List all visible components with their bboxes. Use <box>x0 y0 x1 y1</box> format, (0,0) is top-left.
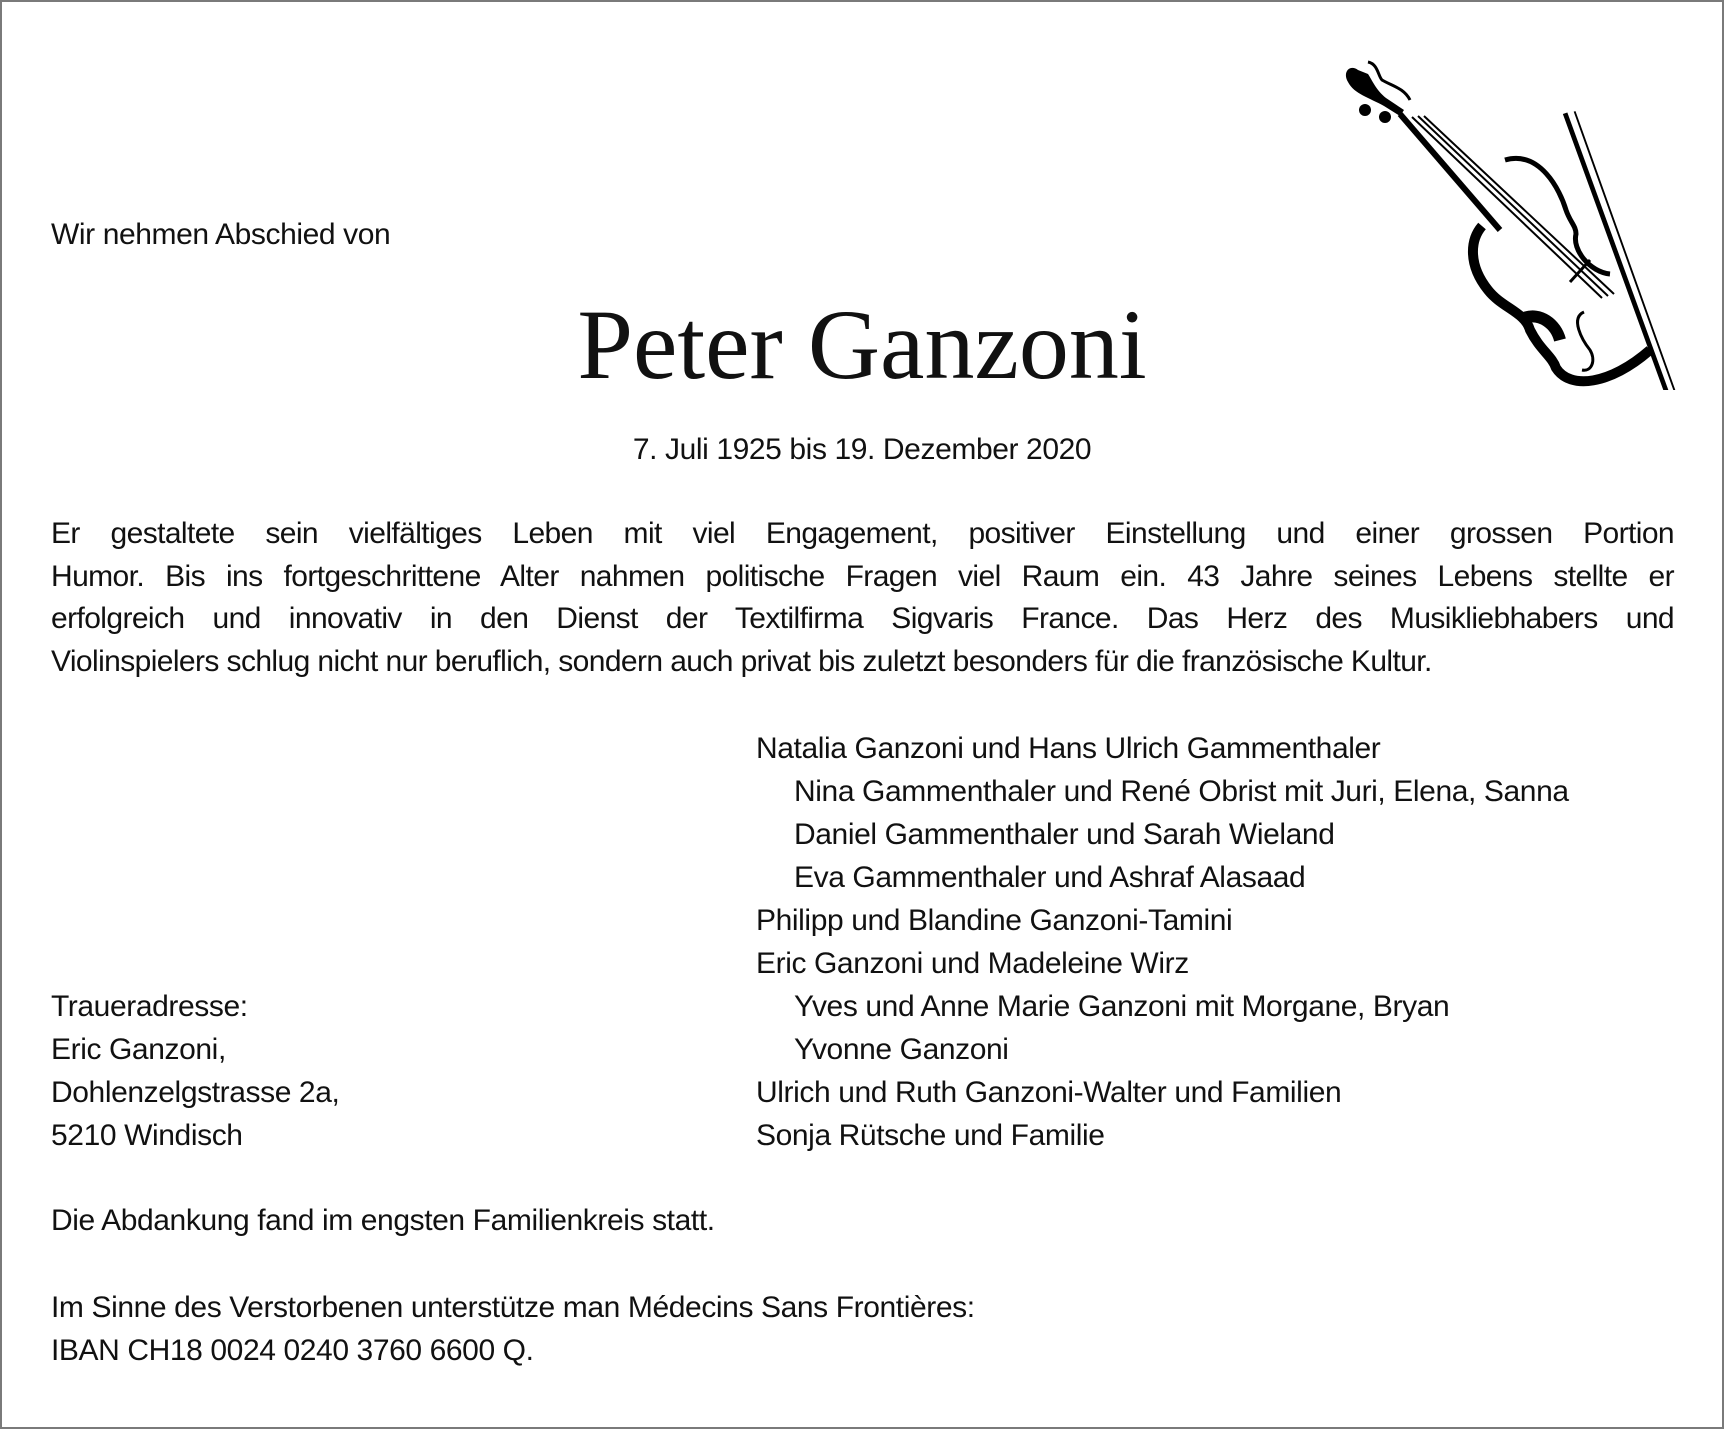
biography <box>51 513 1674 683</box>
family-list <box>756 727 1569 1157</box>
address-line: Dohlenzelgstrasse 2a, <box>51 1076 340 1109</box>
family-member: Ulrich und Ruth Ganzoni-Walter und Familien <box>756 1076 1342 1109</box>
mourning-address <box>51 985 339 1157</box>
biography-line: Violinspielers schlug nicht nur beruflich, sondern auch privat bis zuletzt besonders für die französische Kultur. <box>51 644 1432 678</box>
address-label: Traueradresse: <box>51 990 248 1023</box>
address-line: Eric Ganzoni, <box>51 1033 226 1066</box>
biography-line: Er gestaltete sein vielfältiges Leben mit viel Engagement, positiver Einstellung und einer grossen Portion <box>51 517 1674 550</box>
family-member: Eva Gammenthaler und Ashraf Alasaad <box>794 861 1306 894</box>
family-member: Nina Gammenthaler und René Obrist mit Juri, Elena, Sanna <box>794 775 1569 808</box>
donation-iban: IBAN CH18 0024 0240 3760 6600 Q. <box>51 1334 534 1367</box>
family-member: Sonja Rütsche und Familie <box>756 1119 1105 1152</box>
deceased-name: Peter Ganzoni <box>577 289 1147 400</box>
donation-text: Im Sinne des Verstorbenen unterstütze man Médecins Sans Frontières: <box>51 1291 975 1324</box>
biography-line: erfolgreich und innovativ in den Dienst der Textilfirma Sigvaris France. Das Herz des Musikliebhabers und <box>51 602 1674 635</box>
family-member: Natalia Ganzoni und Hans Ulrich Gammenthaler <box>756 732 1381 765</box>
address-line: 5210 Windisch <box>51 1119 243 1152</box>
family-member: Yvonne Ganzoni <box>794 1033 1009 1066</box>
family-member: Yves und Anne Marie Ganzoni mit Morgane, Bryan <box>794 990 1450 1023</box>
intro-text: Wir nehmen Abschied von <box>51 218 391 251</box>
biography-line: Humor. Bis ins fortgeschrittene Alter nahmen politische Fragen viel Raum ein. 43 Jahre seines Lebens stellte er <box>51 559 1674 593</box>
family-member: Daniel Gammenthaler und Sarah Wieland <box>794 818 1335 851</box>
life-dates: 7. Juli 1925 bis 19. Dezember 2020 <box>632 433 1092 466</box>
family-member: Eric Ganzoni und Madeleine Wirz <box>756 947 1189 980</box>
family-member: Philipp und Blandine Ganzoni-Tamini <box>756 904 1233 937</box>
funeral-note: Die Abdankung fand im engsten Familienkreis statt. <box>51 1204 715 1237</box>
